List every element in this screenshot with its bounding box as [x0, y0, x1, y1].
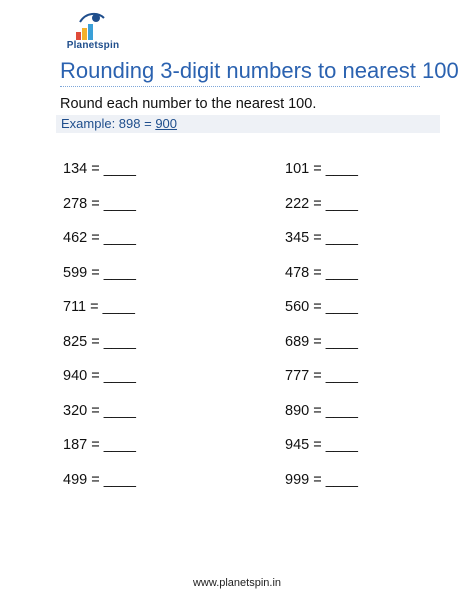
title-divider — [60, 86, 420, 87]
problem-item: 478 = ____ — [285, 264, 358, 281]
planetspin-logo-icon — [72, 10, 108, 42]
problem-item: 134 = ____ — [63, 161, 136, 177]
problem-item: 499 = ____ — [63, 471, 136, 488]
problem-item: 320 = ____ — [63, 402, 136, 419]
problem-item: 890 = ____ — [285, 402, 358, 419]
example-prefix: Example: 898 = — [61, 116, 156, 131]
brand-name: Planetspin — [66, 40, 120, 51]
problem-item: 689 = ____ — [285, 333, 358, 350]
problem-item: 711 = ____ — [63, 299, 135, 315]
problem-item: 278 = ____ — [63, 195, 136, 212]
example-answer: 900 — [155, 116, 178, 131]
problem-item: 222 = ____ — [285, 195, 358, 212]
problem-item: 462 = ____ — [63, 230, 136, 246]
problem-item: 101 = ____ — [285, 161, 358, 177]
problem-item: 187 = ____ — [63, 437, 136, 453]
instruction-text: Round each number to the nearest 100. — [60, 96, 317, 112]
problem-item: 345 = ____ — [285, 230, 358, 246]
problem-item: 945 = ____ — [285, 437, 358, 453]
problem-item: 999 = ____ — [285, 471, 358, 488]
problem-item: 940 = ____ — [63, 368, 136, 384]
footer-url: www.planetspin.in — [192, 577, 282, 589]
brand-logo — [60, 10, 126, 56]
left-problem-column — [63, 161, 213, 506]
problem-item: 560 = ____ — [285, 299, 358, 315]
example-line — [61, 116, 177, 131]
right-problem-column — [285, 161, 435, 506]
problem-item: 599 = ____ — [63, 264, 136, 281]
page-title: Rounding 3-digit numbers to nearest 100 — [60, 58, 459, 83]
problem-item: 825 = ____ — [63, 333, 136, 350]
problem-item: 777 = ____ — [285, 368, 358, 384]
